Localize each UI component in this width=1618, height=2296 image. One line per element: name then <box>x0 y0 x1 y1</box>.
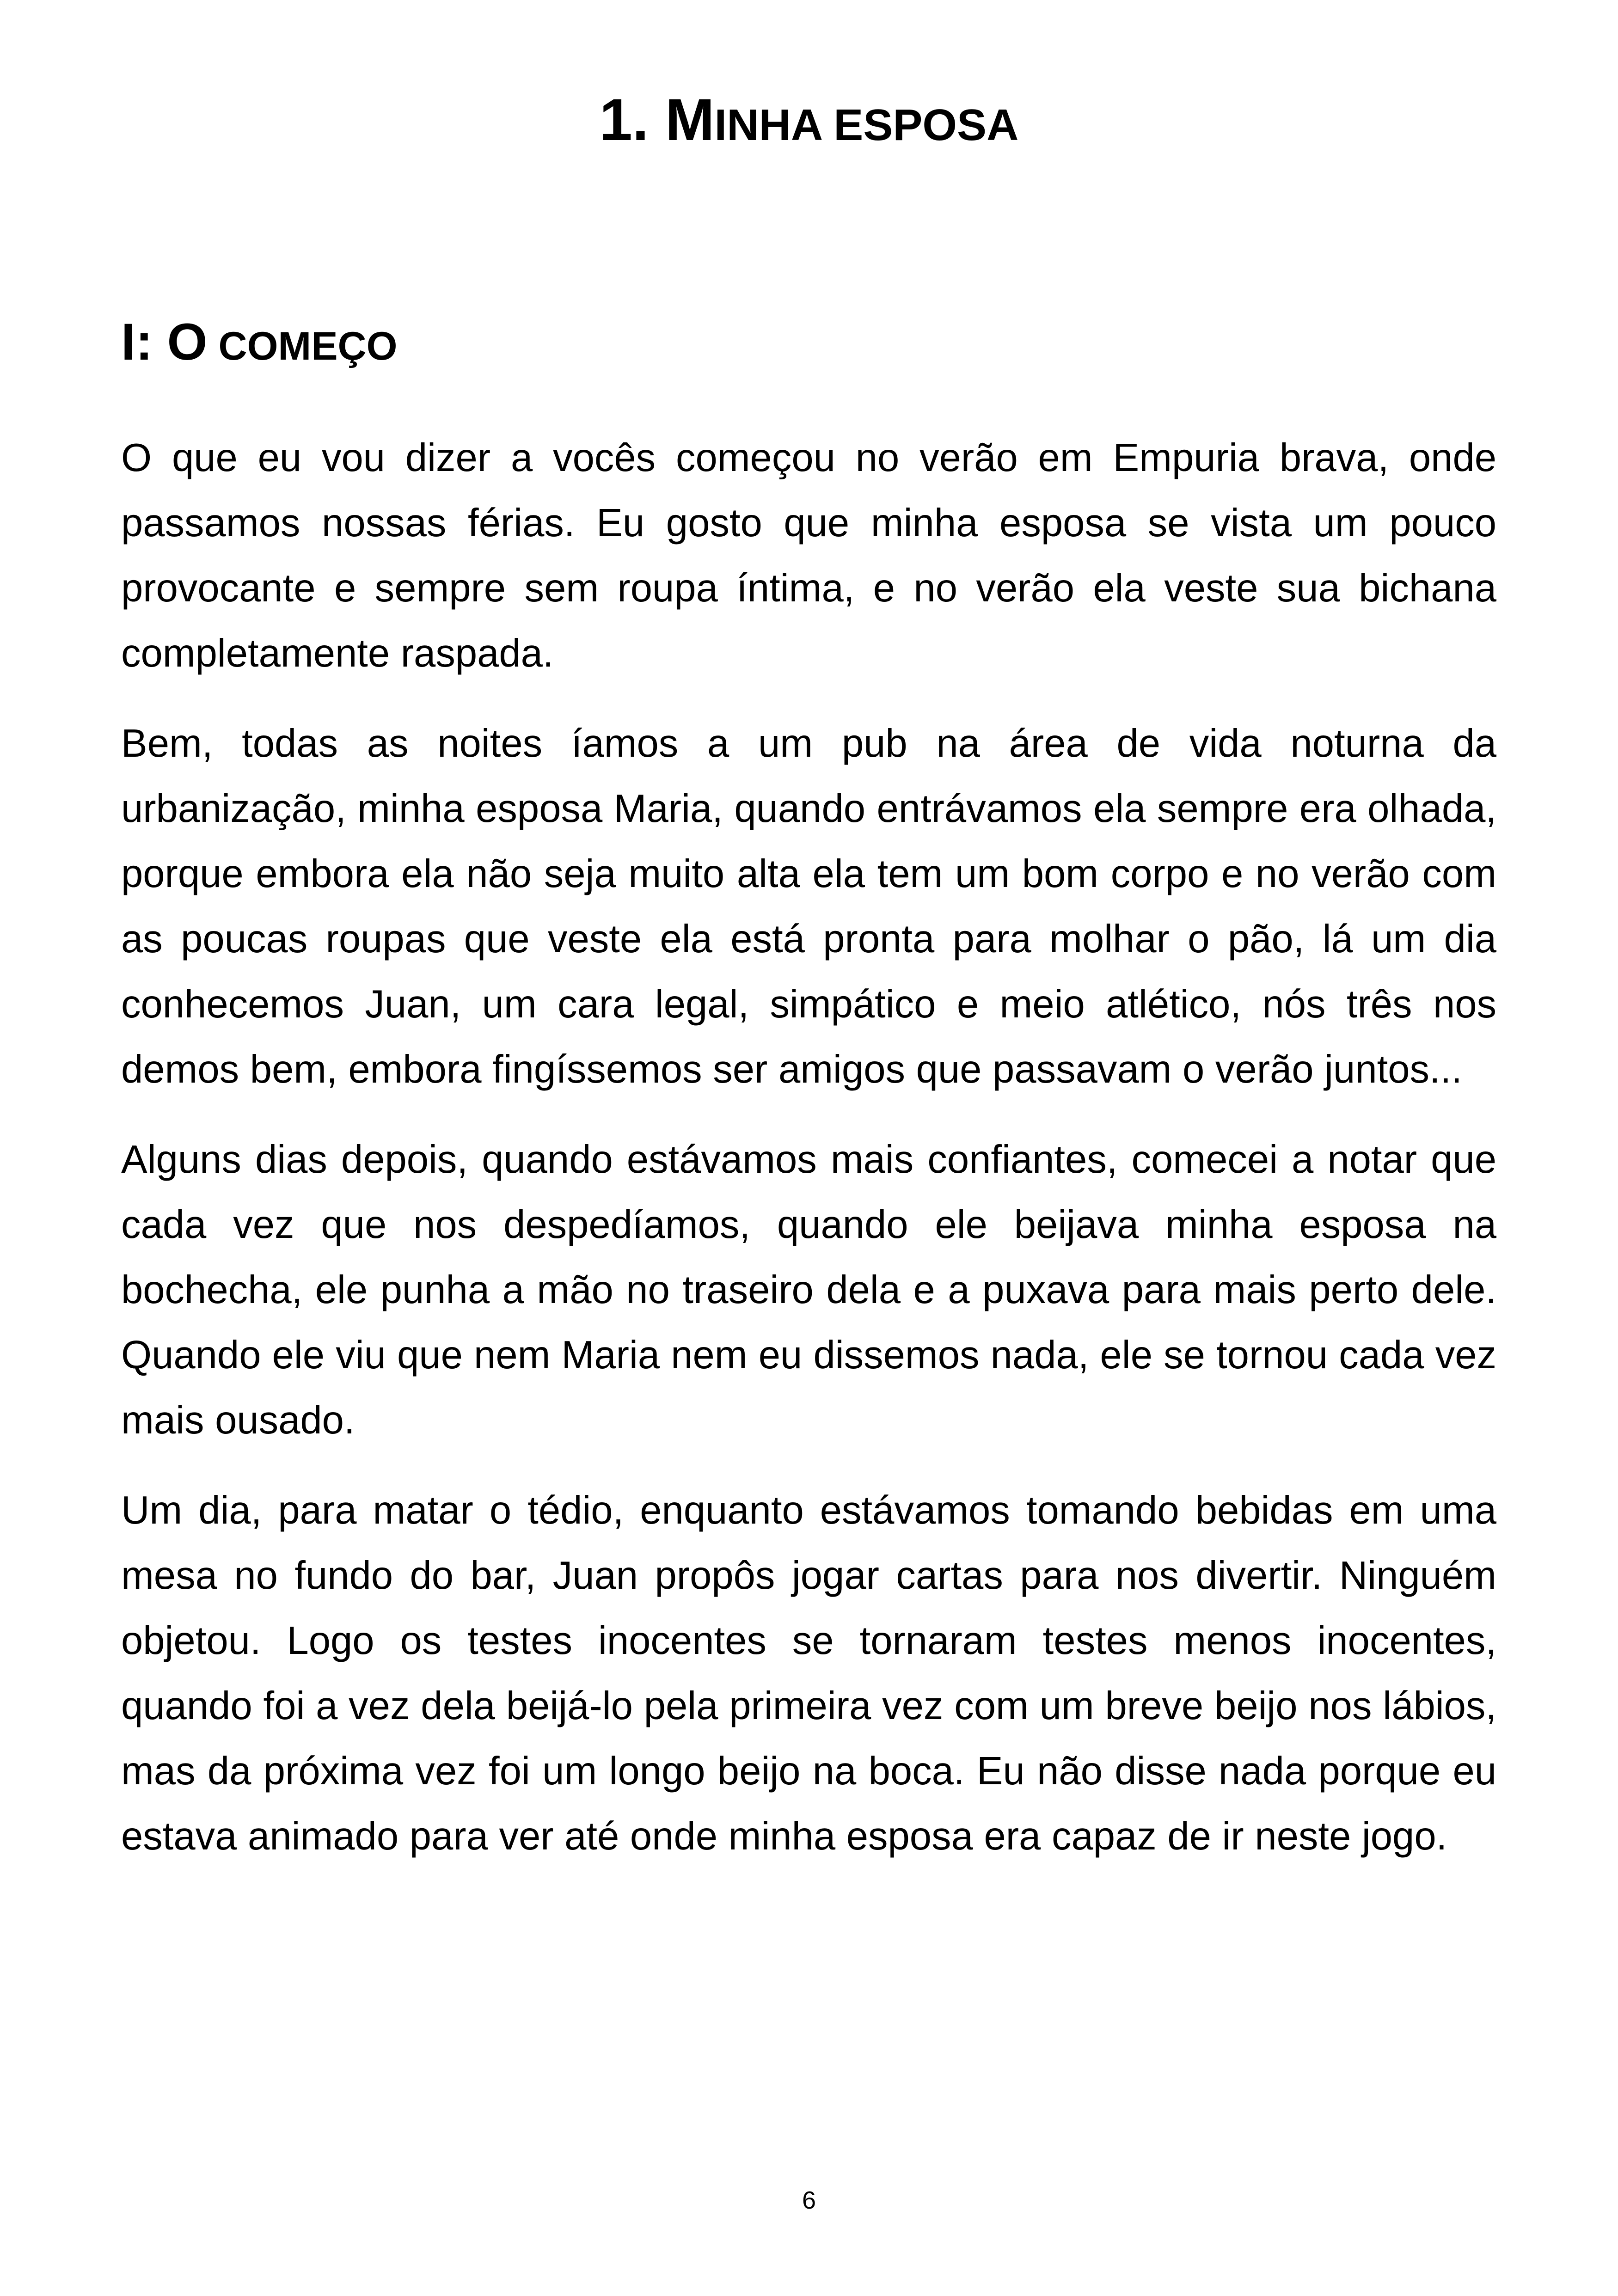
paragraph-1: O que eu vou dizer a vocês começou no verão em Empuria brava, onde passamos nossas férias. Eu gosto que minha esposa se vista um pouco provocante e sempre sem roupa íntima, e no verão ela veste sua bichana completamente raspada. <box>121 436 1496 675</box>
chapter-number: 1. <box>599 87 649 153</box>
chapter-title <box>0 83 1618 162</box>
section-title-initial: O <box>167 313 208 371</box>
page-number: 6 <box>802 2186 816 2214</box>
section-title <box>121 305 398 393</box>
section-prefix: I: <box>121 313 167 371</box>
section-title-rest: COMEÇO <box>207 324 398 368</box>
body-text <box>121 425 1496 1894</box>
paragraph-4: Um dia, para matar o tédio, enquanto estávamos tomando bebidas em uma mesa no fundo do bar, Juan propôs jogar cartas para nos divertir. Ninguém objetou. Logo os testes inocentes se tornaram testes menos inocentes, quando foi a vez dela beijá-lo pela primeira vez com um breve beijo nos lábios, mas da próxima vez foi um longo beijo na boca. Eu não disse nada porque eu estava animado para ver até onde minha esposa era capaz de ir neste jogo. <box>121 1488 1496 1858</box>
paragraph-3: Alguns dias depois, quando estávamos mais confiantes, comecei a notar que cada vez que nos despedíamos, quando ele beijava minha esposa na bochecha, ele punha a mão no traseiro dela e a puxava para mais perto dele. Quando ele viu que nem Maria nem eu dissemos nada, ele se tornou cada vez mais ousado. <box>121 1138 1496 1442</box>
chapter-title-rest: INHA ESPOSA <box>714 100 1019 150</box>
chapter-title-initial: M <box>665 87 715 153</box>
paragraph-2: Bem, todas as noites íamos a um pub na área de vida noturna da urbanização, minha esposa Maria, quando entrávamos ela sempre era olhada, porque embora ela não seja muito alta ela tem um bom corpo e no verão com as poucas roupas que veste ela está pronta para molhar o pão, lá um dia conhecemos Juan, um cara legal, simpático e meio atlético, nós três nos demos bem, embora fingíssemos ser amigos que passavam o verão juntos... <box>121 722 1496 1091</box>
